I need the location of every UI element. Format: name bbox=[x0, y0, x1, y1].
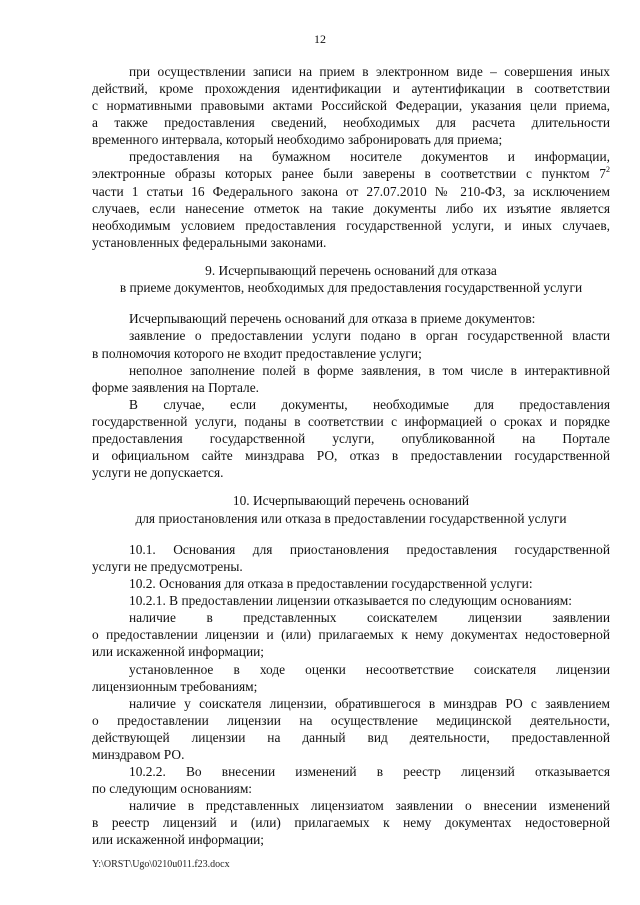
section-heading: в приеме документов, необходимых для предоставления государственной услуги bbox=[119, 280, 583, 295]
paragraph-line: о предоставлении лицензии и (или) прилагаемых к нему документах недостоверной bbox=[92, 627, 610, 642]
paragraph-line: или искаженной информации; bbox=[92, 644, 265, 659]
paragraph-line: случаев, если нанесение отметок на такие документы либо их изъятие является bbox=[92, 201, 610, 216]
paragraph-line: установленных федеральными законами. bbox=[92, 235, 327, 250]
paragraph-line: лицензионным требованиям; bbox=[92, 679, 258, 694]
paragraph-line: минздравом РО. bbox=[92, 747, 185, 762]
paragraph-line: услуги не допускается. bbox=[92, 465, 224, 480]
paragraph-line: действующей лицензии на данный вид деятельности, предоставленной bbox=[92, 730, 610, 745]
paragraph-line: предоставления государственной услуги, опубликованной на Портале bbox=[92, 431, 610, 446]
paragraph-line: а также предоставления сведений, необходимых для расчета длительности bbox=[92, 115, 610, 130]
paragraph-line: и официальном сайте минздрава РО, отказ в предоставлении государственной bbox=[92, 448, 610, 463]
paragraph-line: с нормативными правовыми актами Российской Федерации, указания цели приема, bbox=[92, 98, 610, 113]
paragraph-line: временного интервала, который необходимо забронировать для приема; bbox=[92, 132, 503, 147]
section-heading: 9. Исчерпывающий перечень оснований для отказа bbox=[205, 263, 497, 278]
paragraph-line-with-superscript bbox=[92, 165, 610, 182]
paragraph-line: необходимым условием предоставления государственной услуги, и иных случаев, bbox=[92, 218, 610, 233]
paragraph-line: 10.1. Основания для приостановления предоставления государственной bbox=[129, 542, 610, 557]
paragraph-line: о предоставлении лицензии на осуществление медицинской деятельности, bbox=[92, 713, 610, 728]
section-heading: 10. Исчерпывающий перечень оснований bbox=[232, 493, 470, 508]
paragraph-line: части 1 статьи 16 Федерального закона от 27.07.2010 № 210-ФЗ, за исключением bbox=[92, 184, 610, 199]
paragraph-line: 10.2. Основания для отказа в предоставлении государственной услуги: bbox=[129, 576, 533, 591]
paragraph-text: электронные образы которых ранее были заверены в соответствии с пунктом 7 bbox=[92, 166, 606, 181]
paragraph-line: наличие у соискателя лицензии, обратившегося в минздрав РО с заявлением bbox=[129, 696, 610, 711]
paragraph-line: установленное в ходе оценки несоответствие соискателя лицензии bbox=[129, 662, 610, 677]
paragraph-line: наличие в представленных лицензиатом заявлении о внесении изменений bbox=[129, 798, 610, 813]
paragraph-line: или искаженной информации; bbox=[92, 832, 265, 847]
paragraph-line: В случае, если документы, необходимые для предоставления bbox=[129, 397, 610, 412]
paragraph-line: действий, кроме прохождения идентификации и аутентификации в соответствии bbox=[92, 81, 610, 96]
page-number: 12 bbox=[314, 32, 326, 46]
paragraph-line: государственной услуги, поданы в соответствии с информацией о сроках и порядке bbox=[92, 414, 610, 429]
paragraph-line: 10.2.1. В предоставлении лицензии отказывается по следующим основаниям: bbox=[129, 593, 572, 608]
superscript: 2 bbox=[606, 165, 610, 174]
paragraph-line: при осуществлении записи на прием в электронном виде – совершения иных bbox=[129, 64, 610, 79]
paragraph-line: заявление о предоставлении услуги подано в орган государственной власти bbox=[129, 328, 610, 343]
paragraph-line: форме заявления на Портале. bbox=[92, 380, 260, 395]
paragraph-line: Исчерпывающий перечень оснований для отказа в приеме документов: bbox=[129, 311, 536, 326]
paragraph-line: в полномочия которого не входит предоставление услуги; bbox=[92, 346, 422, 361]
paragraph-line: услуги не предусмотрены. bbox=[92, 559, 243, 574]
paragraph-line: в реестр лицензий и (или) прилагаемых к нему документах недостоверной bbox=[92, 815, 610, 830]
paragraph-line: неполное заполнение полей в форме заявления, в том числе в интерактивной bbox=[129, 363, 610, 378]
section-heading: для приостановления или отказа в предоставлении государственной услуги bbox=[135, 511, 567, 526]
paragraph-line: наличие в представленных соискателем лицензии заявлении bbox=[129, 610, 610, 625]
footer-file-path: Y:\ORST\Ugo\0210u011.f23.docx bbox=[92, 859, 230, 870]
paragraph-line: 10.2.2. Во внесении изменений в реестр лицензий отказывается bbox=[129, 764, 610, 779]
paragraph-line: по следующим основаниям: bbox=[92, 781, 253, 796]
paragraph-line: предоставления на бумажном носителе документов и информации, bbox=[129, 149, 610, 164]
